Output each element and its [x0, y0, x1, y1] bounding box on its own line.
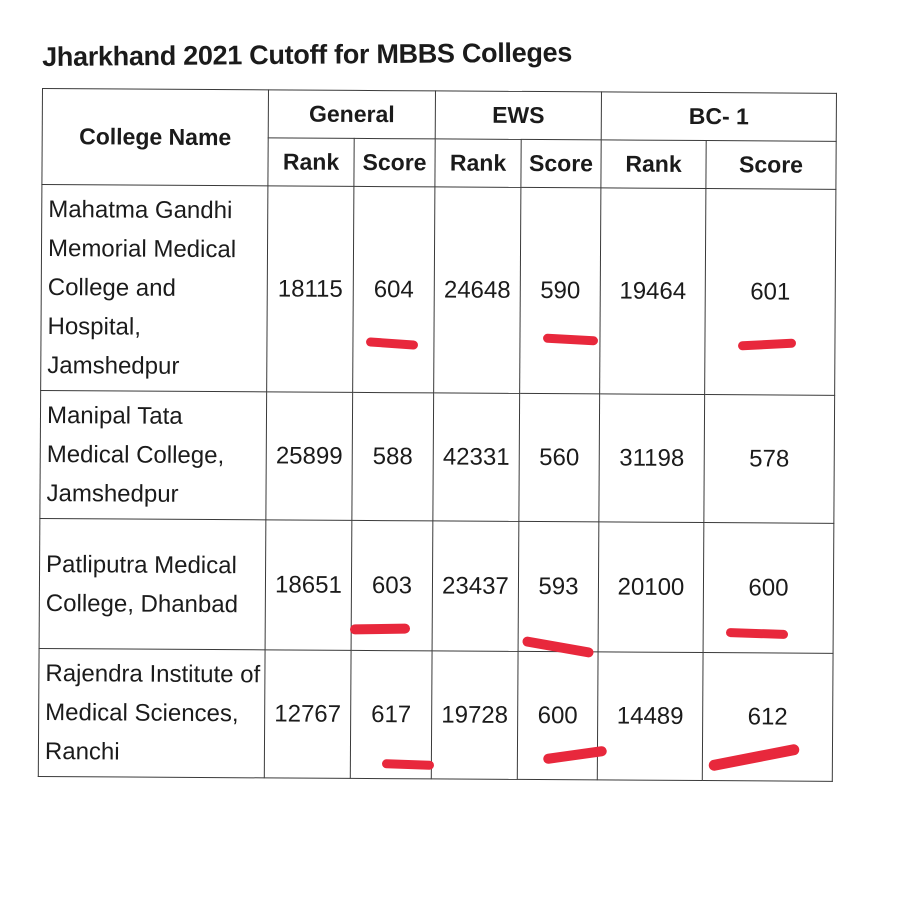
cutoff-table: [38, 88, 837, 782]
college-name-header: College Name: [42, 89, 269, 186]
red-underline-mark: [382, 759, 434, 770]
bc1-score-cell: 600: [703, 523, 834, 654]
ews-rank-cell: 24648: [434, 187, 521, 394]
general-score-cell: 604: [353, 186, 435, 392]
cutoff-table-wrapper: [38, 88, 837, 782]
sub-header-score: Score: [521, 139, 601, 187]
bc1-rank-cell: 19464: [600, 188, 706, 395]
sub-header-rank: Rank: [268, 138, 354, 187]
group-header-ews: EWS: [435, 91, 601, 140]
bc1-rank-cell: 14489: [597, 652, 703, 781]
red-underline-mark: [350, 623, 410, 634]
general-rank-cell: 18651: [265, 520, 352, 651]
ews-rank-cell: 23437: [432, 521, 519, 652]
college-name-cell: Mahatma Gandhi Memorial Medical College and Hospital, Jamshedpur: [41, 185, 268, 392]
bc1-rank-cell: 20100: [598, 522, 704, 653]
sub-header-rank: Rank: [601, 140, 706, 189]
general-rank-cell: 25899: [266, 392, 353, 521]
bc1-score-cell: 601: [705, 189, 836, 396]
ews-rank-cell: 19728: [431, 651, 518, 780]
ews-score-cell: 590: [520, 187, 601, 393]
college-name-cell: Patliputra Medical College, Dhanbad: [39, 518, 266, 649]
bc1-rank-cell: 31198: [599, 394, 705, 523]
general-score-cell: 617: [350, 650, 432, 778]
sub-header-rank: Rank: [435, 139, 521, 188]
table-row: [41, 185, 836, 396]
group-header-general: General: [268, 90, 435, 139]
sub-header-score: Score: [354, 138, 435, 186]
sub-header-score: Score: [706, 141, 836, 190]
bc1-score-cell: 578: [704, 395, 835, 524]
group-header-row: [42, 89, 836, 142]
table-row: [40, 390, 835, 523]
general-score-cell: 603: [351, 520, 433, 650]
general-rank-cell: 12767: [264, 650, 351, 779]
ews-score-cell: 600: [517, 651, 598, 779]
general-score-cell: 588: [352, 392, 434, 520]
ews-rank-cell: 42331: [433, 393, 520, 522]
college-name-cell: Rajendra Institute of Medical Sciences, Ranchi: [38, 648, 265, 777]
college-name-cell: Manipal Tata Medical College, Jamshedpur: [40, 390, 267, 519]
table-row: [39, 518, 834, 653]
general-rank-cell: 18115: [267, 186, 354, 393]
group-header-bc1: BC- 1: [601, 92, 836, 141]
page-title: Jharkhand 2021 Cutoff for MBBS Colleges: [42, 37, 573, 72]
bc1-score-cell: 612: [702, 653, 833, 782]
ews-score-cell: 560: [519, 393, 600, 521]
ews-score-cell: 593: [518, 521, 599, 651]
